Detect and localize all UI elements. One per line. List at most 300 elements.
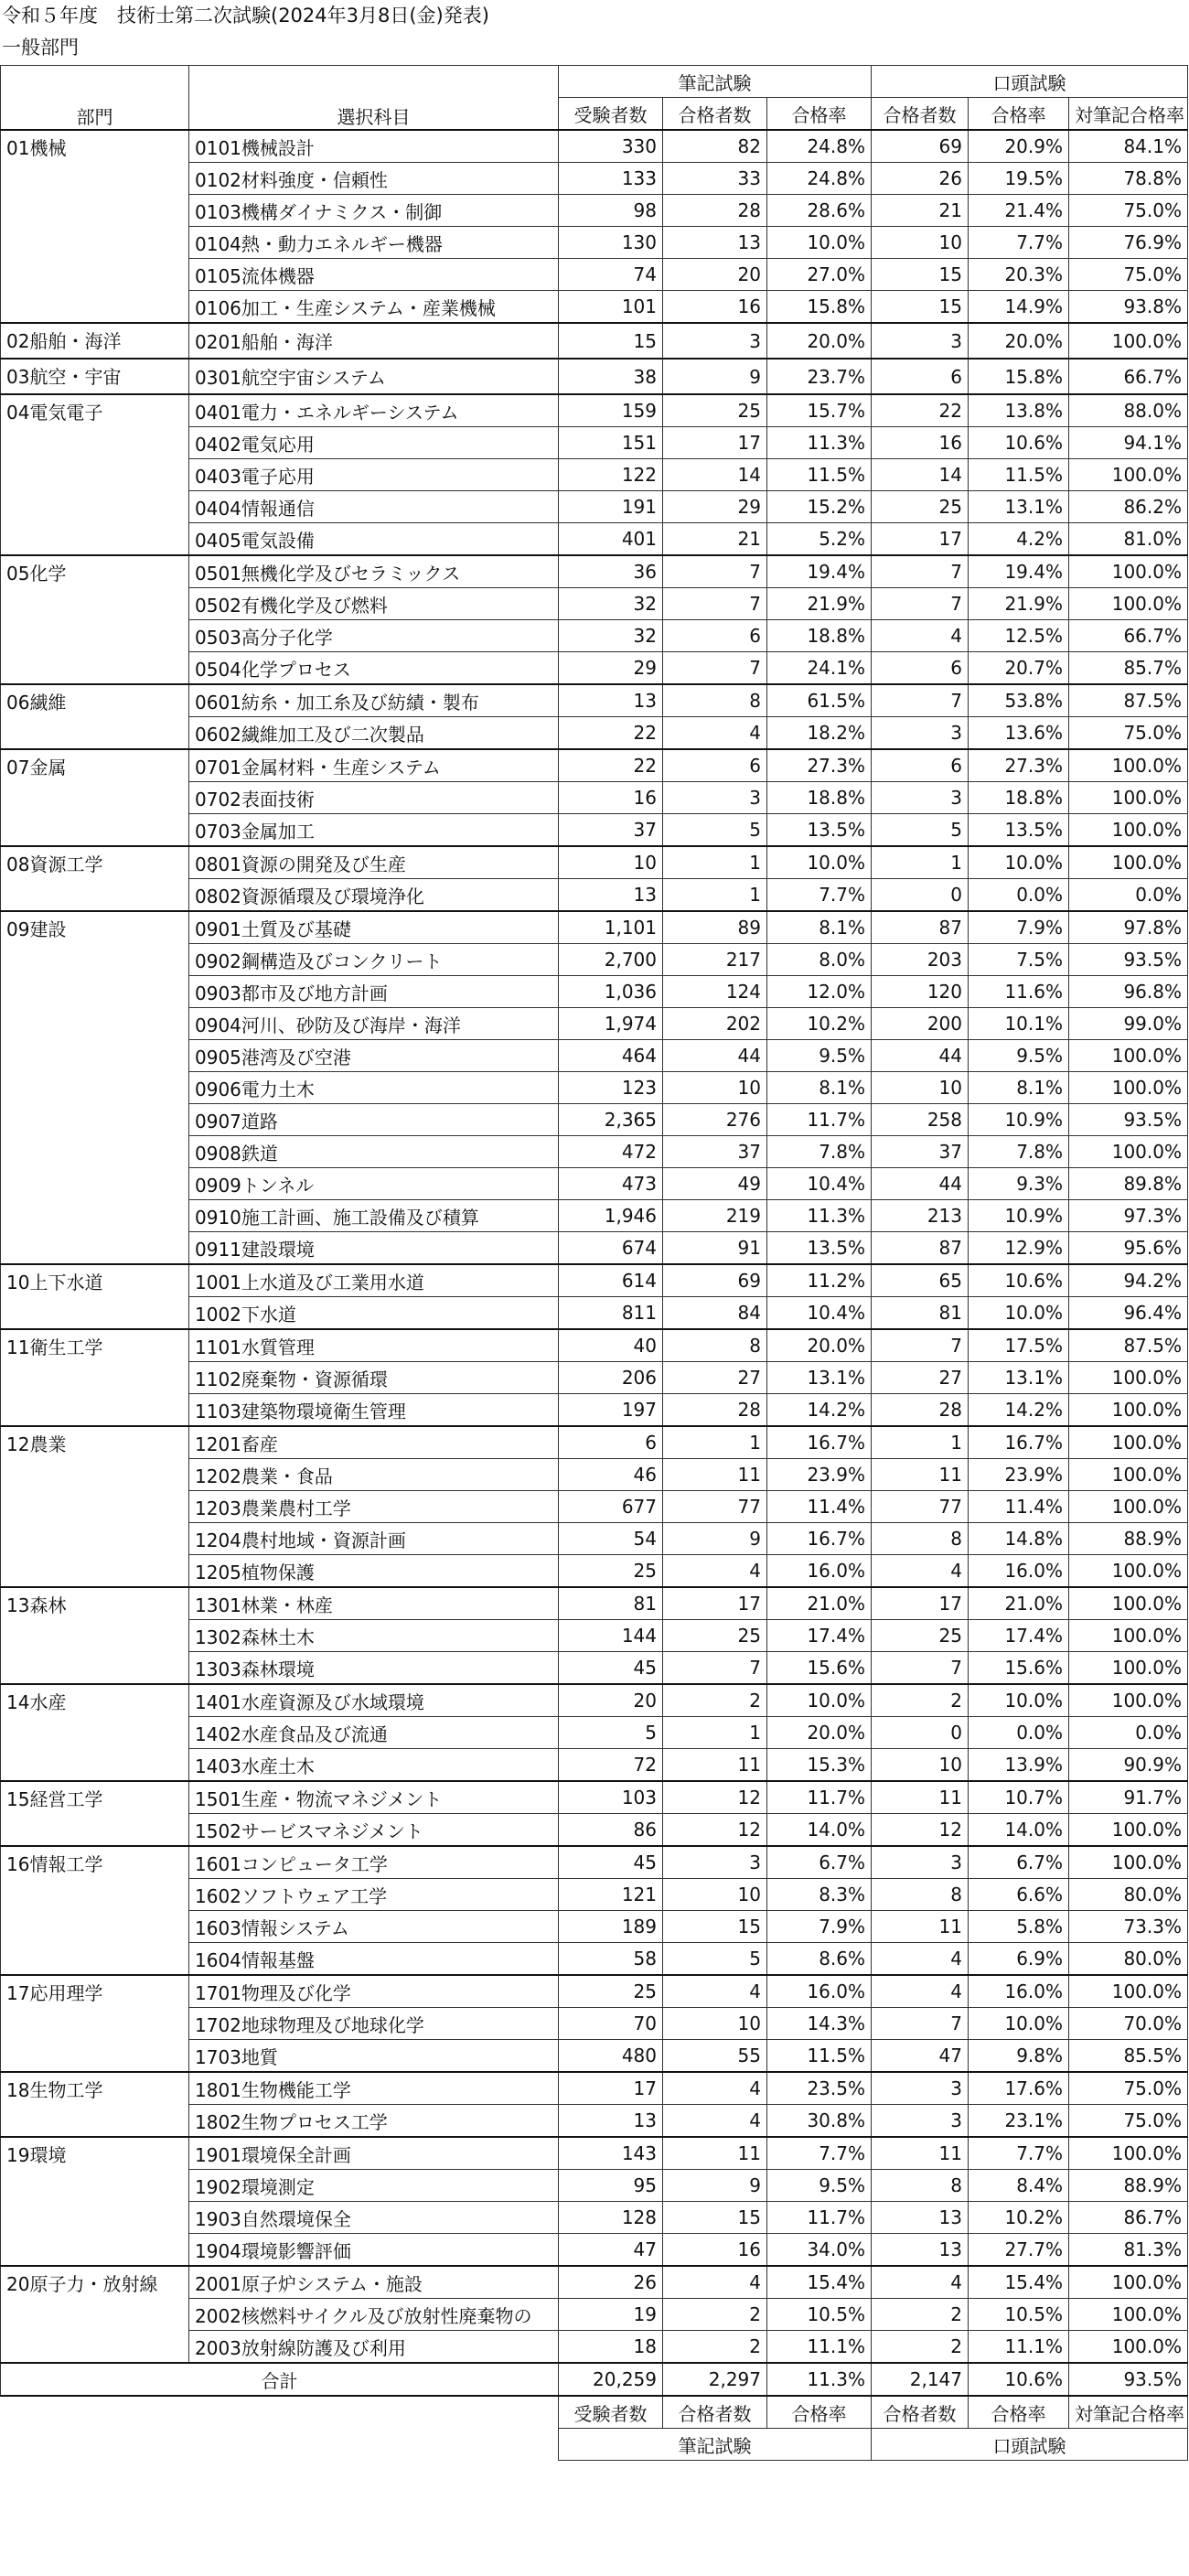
subject-cell: 0907道路 [189, 1104, 559, 1136]
examinees-cell: 159 [559, 394, 663, 427]
passed-written-cell: 33 [663, 163, 767, 195]
rate-written-cell: 28.6% [767, 195, 872, 227]
passed-oral-cell: 4 [872, 1975, 969, 2008]
passed-oral-cell: 11 [872, 1781, 969, 1814]
passed-oral-cell: 47 [872, 2040, 969, 2073]
rate-written-cell: 11.7% [767, 1104, 872, 1136]
rate-written-cell: 10.2% [767, 1008, 872, 1040]
rate-vs-written-cell: 88.9% [1069, 1523, 1188, 1555]
rate-written-cell: 18.8% [767, 620, 872, 652]
rate-vs-written-cell: 100.0% [1069, 1846, 1188, 1879]
subject-cell: 1502サービスマネジメント [189, 1814, 559, 1847]
examinees-cell: 151 [559, 427, 663, 459]
passed-oral-cell: 8 [872, 1879, 969, 1911]
rate-oral-cell: 16.0% [969, 1975, 1069, 2008]
rate-oral-cell: 9.3% [969, 1168, 1069, 1200]
passed-oral-cell: 7 [872, 1652, 969, 1685]
rate-written-cell: 14.0% [767, 1814, 872, 1847]
rate-vs-written-cell: 75.0% [1069, 195, 1188, 227]
passed-oral-cell: 3 [872, 1846, 969, 1879]
examinees-cell: 26 [559, 2266, 663, 2299]
rate-vs-written-cell: 86.7% [1069, 2202, 1188, 2234]
examinees-cell: 38 [559, 359, 663, 394]
rate-vs-written-cell: 66.7% [1069, 620, 1188, 652]
rate-vs-written-cell: 70.0% [1069, 2008, 1188, 2040]
examinees-cell: 133 [559, 163, 663, 195]
rate-written-cell: 15.4% [767, 2266, 872, 2299]
rate-written-cell: 8.0% [767, 944, 872, 976]
passed-written-cell: 7 [663, 555, 767, 588]
dept-cell: 08資源工学 [1, 846, 189, 911]
passed-oral-cell: 69 [872, 130, 969, 163]
subject-cell: 0403電子応用 [189, 459, 559, 491]
rate-oral-cell: 10.2% [969, 2202, 1069, 2234]
passed-written-cell: 49 [663, 1168, 767, 1200]
rate-oral-cell: 21.4% [969, 195, 1069, 227]
rate-vs-written-cell: 100.0% [1069, 555, 1188, 588]
subject-cell: 0601紡糸・加工糸及び紡績・製布 [189, 684, 559, 717]
subject-cell: 1001上水道及び工業用水道 [189, 1264, 559, 1297]
dept-cell: 03航空・宇宙 [1, 359, 189, 394]
passed-oral-cell: 28 [872, 1394, 969, 1427]
passed-written-cell: 9 [663, 1523, 767, 1555]
examinees-cell: 103 [559, 1781, 663, 1814]
examinees-cell: 74 [559, 259, 663, 291]
rate-oral-cell: 0.0% [969, 879, 1069, 912]
passed-written-cell: 25 [663, 394, 767, 427]
dept-cell: 20原子力・放射線 [1, 2266, 189, 2363]
passed-oral-cell: 11 [872, 1459, 969, 1491]
rate-vs-written-cell: 100.0% [1069, 1426, 1188, 1459]
passed-written-cell: 4 [663, 2072, 767, 2105]
rate-oral-cell: 10.0% [969, 2008, 1069, 2040]
subject-cell: 0906電力土木 [189, 1072, 559, 1104]
passed-oral-cell: 2 [872, 2299, 969, 2331]
rate-written-cell: 16.0% [767, 1975, 872, 2008]
passed-written-cell: 8 [663, 684, 767, 717]
rate-oral-cell: 10.9% [969, 1104, 1069, 1136]
rate-written-cell: 16.7% [767, 1523, 872, 1555]
header-dept: 部門 [1, 66, 189, 131]
examinees-cell: 32 [559, 588, 663, 620]
examinees-cell: 95 [559, 2170, 663, 2202]
examinees-cell: 16 [559, 782, 663, 814]
rate-vs-written-cell: 100.0% [1069, 2331, 1188, 2364]
examinees-cell: 197 [559, 1394, 663, 1427]
examinees-cell: 40 [559, 1329, 663, 1362]
subject-cell: 0909トンネル [189, 1168, 559, 1200]
rate-oral-cell: 11.6% [969, 976, 1069, 1008]
examinees-cell: 36 [559, 555, 663, 588]
table-row [1, 555, 1188, 588]
passed-oral-cell: 0 [872, 879, 969, 912]
footer-rate-vs-written: 対筆記合格率 [1069, 2396, 1188, 2429]
passed-written-cell: 20 [663, 259, 767, 291]
rate-vs-written-cell: 0.0% [1069, 879, 1188, 912]
passed-oral-cell: 8 [872, 2170, 969, 2202]
rate-written-cell: 11.7% [767, 1781, 872, 1814]
rate-oral-cell: 10.6% [969, 1264, 1069, 1297]
rate-oral-cell: 18.8% [969, 782, 1069, 814]
header-rate-vs-written: 対筆記合格率 [1069, 98, 1188, 131]
passed-written-cell: 202 [663, 1008, 767, 1040]
results-sheet [0, 65, 1188, 2461]
footer-examinees: 受験者数 [559, 2396, 663, 2429]
passed-written-cell: 7 [663, 652, 767, 685]
rate-oral-cell: 20.9% [969, 130, 1069, 163]
passed-written-cell: 3 [663, 323, 767, 359]
rate-oral-cell: 9.5% [969, 1040, 1069, 1072]
footer-rate-written: 合格率 [767, 2396, 872, 2429]
subject-cell: 2002核燃料サイクル及び放射性廃棄物の [189, 2299, 559, 2331]
examinees-cell: 189 [559, 1911, 663, 1943]
examinees-cell: 472 [559, 1136, 663, 1168]
rate-vs-written-cell: 100.0% [1069, 1975, 1188, 2008]
passed-written-cell: 3 [663, 782, 767, 814]
examinees-cell: 81 [559, 1587, 663, 1620]
rate-written-cell: 11.2% [767, 1264, 872, 1297]
rate-written-cell: 5.2% [767, 523, 872, 556]
rate-written-cell: 8.1% [767, 911, 872, 944]
examinees-cell: 17 [559, 2072, 663, 2105]
passed-oral-cell: 15 [872, 259, 969, 291]
subject-cell: 0908鉄道 [189, 1136, 559, 1168]
rate-written-cell: 8.1% [767, 1072, 872, 1104]
passed-oral-cell: 12 [872, 1814, 969, 1847]
rate-oral-cell: 14.8% [969, 1523, 1069, 1555]
passed-oral-cell: 22 [872, 394, 969, 427]
subject-cell: 1403水産土木 [189, 1749, 559, 1782]
rate-vs-written-cell: 100.0% [1069, 1394, 1188, 1427]
passed-written-cell: 10 [663, 2008, 767, 2040]
passed-oral-cell: 65 [872, 1264, 969, 1297]
rate-vs-written-cell: 80.0% [1069, 1879, 1188, 1911]
examinees-cell: 72 [559, 1749, 663, 1782]
rate-written-cell: 15.2% [767, 491, 872, 523]
rate-oral-cell: 19.4% [969, 555, 1069, 588]
rate-written-cell: 18.8% [767, 782, 872, 814]
rate-vs-written-cell: 75.0% [1069, 259, 1188, 291]
rate-oral-cell: 10.1% [969, 1008, 1069, 1040]
passed-written-cell: 17 [663, 1587, 767, 1620]
rate-written-cell: 10.0% [767, 1684, 872, 1717]
passed-oral-cell: 10 [872, 1072, 969, 1104]
passed-written-cell: 13 [663, 227, 767, 259]
passed-oral-cell: 44 [872, 1040, 969, 1072]
passed-oral-cell: 11 [872, 2137, 969, 2170]
rate-written-cell: 23.5% [767, 2072, 872, 2105]
passed-oral-cell: 120 [872, 976, 969, 1008]
examinees-cell: 45 [559, 1846, 663, 1879]
examinees-cell: 20 [559, 1684, 663, 1717]
passed-oral-cell: 11 [872, 1911, 969, 1943]
examinees-cell: 15 [559, 323, 663, 359]
rate-written-cell: 15.6% [767, 1652, 872, 1685]
rate-oral-cell: 17.4% [969, 1620, 1069, 1652]
examinees-cell: 58 [559, 1943, 663, 1976]
dept-cell: 12農業 [1, 1426, 189, 1587]
passed-oral-cell: 87 [872, 1232, 969, 1265]
subject-cell: 0801資源の開発及び生産 [189, 846, 559, 879]
rate-written-cell: 10.0% [767, 846, 872, 879]
passed-oral-cell: 8 [872, 1523, 969, 1555]
passed-written-cell: 1 [663, 1717, 767, 1749]
subject-cell: 0901土質及び基礎 [189, 911, 559, 944]
rate-vs-written-cell: 100.0% [1069, 588, 1188, 620]
passed-oral-cell: 3 [872, 782, 969, 814]
rate-written-cell: 23.9% [767, 1459, 872, 1491]
passed-written-cell: 2 [663, 2331, 767, 2364]
subject-cell: 1402水産食品及び流通 [189, 1717, 559, 1749]
rate-vs-written-cell: 75.0% [1069, 717, 1188, 750]
passed-written-cell: 6 [663, 749, 767, 782]
examinees-cell: 2,700 [559, 944, 663, 976]
subject-cell: 1201畜産 [189, 1426, 559, 1459]
rate-oral-cell: 10.6% [969, 427, 1069, 459]
total-row [1, 2363, 1188, 2396]
footer-passed-written: 合格者数 [663, 2396, 767, 2429]
subject-cell: 1401水産資源及び水域環境 [189, 1684, 559, 1717]
rate-vs-written-cell: 100.0% [1069, 1136, 1188, 1168]
examinees-cell: 86 [559, 1814, 663, 1847]
examinees-cell: 206 [559, 1362, 663, 1394]
rate-vs-written-cell: 78.8% [1069, 163, 1188, 195]
rate-vs-written-cell: 96.4% [1069, 1297, 1188, 1330]
passed-written-cell: 91 [663, 1232, 767, 1265]
subject-cell: 0905港湾及び空港 [189, 1040, 559, 1072]
total-examinees: 20,259 [559, 2363, 663, 2396]
rate-written-cell: 20.0% [767, 1329, 872, 1362]
rate-oral-cell: 7.7% [969, 2137, 1069, 2170]
dept-cell: 09建設 [1, 911, 189, 1264]
rate-written-cell: 7.8% [767, 1136, 872, 1168]
passed-written-cell: 44 [663, 1040, 767, 1072]
rate-vs-written-cell: 100.0% [1069, 1587, 1188, 1620]
passed-written-cell: 276 [663, 1104, 767, 1136]
examinees-cell: 6 [559, 1426, 663, 1459]
rate-oral-cell: 13.1% [969, 1362, 1069, 1394]
rate-written-cell: 11.7% [767, 2202, 872, 2234]
rate-vs-written-cell: 100.0% [1069, 323, 1188, 359]
subject-cell: 0802資源循環及び環境浄化 [189, 879, 559, 912]
passed-oral-cell: 4 [872, 1555, 969, 1588]
rate-written-cell: 18.2% [767, 717, 872, 750]
rate-vs-written-cell: 100.0% [1069, 1555, 1188, 1588]
passed-written-cell: 217 [663, 944, 767, 976]
rate-oral-cell: 4.2% [969, 523, 1069, 556]
header-subject: 選択科目 [189, 66, 559, 131]
rate-written-cell: 7.9% [767, 1911, 872, 1943]
passed-oral-cell: 37 [872, 1136, 969, 1168]
rate-vs-written-cell: 80.0% [1069, 1943, 1188, 1976]
passed-oral-cell: 258 [872, 1104, 969, 1136]
rate-vs-written-cell: 87.5% [1069, 684, 1188, 717]
subject-cell: 1702地球物理及び地球化学 [189, 2008, 559, 2040]
passed-oral-cell: 200 [872, 1008, 969, 1040]
rate-written-cell: 7.7% [767, 879, 872, 912]
footer-row-groups [1, 2429, 1188, 2461]
rate-oral-cell: 7.5% [969, 944, 1069, 976]
passed-oral-cell: 21 [872, 195, 969, 227]
dept-cell: 16情報工学 [1, 1846, 189, 1975]
rate-written-cell: 34.0% [767, 2234, 872, 2267]
rate-written-cell: 10.4% [767, 1168, 872, 1200]
passed-written-cell: 7 [663, 588, 767, 620]
passed-written-cell: 12 [663, 1814, 767, 1847]
passed-written-cell: 124 [663, 976, 767, 1008]
passed-oral-cell: 3 [872, 2072, 969, 2105]
passed-oral-cell: 26 [872, 163, 969, 195]
examinees-cell: 1,974 [559, 1008, 663, 1040]
header-passed-written: 合格者数 [663, 98, 767, 131]
subject-cell: 0701金属材料・生産システム [189, 749, 559, 782]
rate-vs-written-cell: 94.2% [1069, 1264, 1188, 1297]
examinees-cell: 464 [559, 1040, 663, 1072]
subject-cell: 0910施工計画、施工設備及び積算 [189, 1200, 559, 1232]
rate-oral-cell: 7.9% [969, 911, 1069, 944]
passed-written-cell: 4 [663, 1975, 767, 2008]
passed-oral-cell: 13 [872, 2234, 969, 2267]
passed-written-cell: 29 [663, 491, 767, 523]
footer-written-exam: 筆記試験 [559, 2429, 872, 2461]
table-body [1, 130, 1188, 2363]
table-row [1, 2072, 1188, 2105]
passed-written-cell: 14 [663, 459, 767, 491]
rate-vs-written-cell: 100.0% [1069, 749, 1188, 782]
rate-vs-written-cell: 85.7% [1069, 652, 1188, 685]
table-row [1, 394, 1188, 427]
subject-cell: 1801生物機能工学 [189, 2072, 559, 2105]
total-rate-oral: 10.6% [969, 2363, 1069, 2396]
rate-vs-written-cell: 100.0% [1069, 459, 1188, 491]
rate-vs-written-cell: 100.0% [1069, 1040, 1188, 1072]
subject-cell: 1204農村地域・資源計画 [189, 1523, 559, 1555]
passed-oral-cell: 10 [872, 1749, 969, 1782]
subject-cell: 0503高分子化学 [189, 620, 559, 652]
rate-vs-written-cell: 88.9% [1069, 2170, 1188, 2202]
passed-oral-cell: 7 [872, 684, 969, 717]
passed-oral-cell: 3 [872, 2105, 969, 2138]
table-row [1, 1587, 1188, 1620]
examinees-cell: 121 [559, 1879, 663, 1911]
passed-written-cell: 4 [663, 1555, 767, 1588]
subject-cell: 2003放射線防護及び利用 [189, 2331, 559, 2364]
subject-cell: 0102材料強度・信頼性 [189, 163, 559, 195]
examinees-cell: 22 [559, 749, 663, 782]
rate-vs-written-cell: 75.0% [1069, 2105, 1188, 2138]
examinees-cell: 54 [559, 1523, 663, 1555]
footer-oral-exam: 口頭試験 [872, 2429, 1188, 2461]
results-table [0, 65, 1188, 2461]
passed-written-cell: 89 [663, 911, 767, 944]
rate-oral-cell: 10.0% [969, 1297, 1069, 1330]
passed-written-cell: 69 [663, 1264, 767, 1297]
rate-vs-written-cell: 100.0% [1069, 1684, 1188, 1717]
rate-oral-cell: 11.5% [969, 459, 1069, 491]
rate-written-cell: 9.5% [767, 2170, 872, 2202]
passed-oral-cell: 4 [872, 2266, 969, 2299]
examinees-cell: 32 [559, 620, 663, 652]
examinees-cell: 2,365 [559, 1104, 663, 1136]
rate-vs-written-cell: 100.0% [1069, 1072, 1188, 1104]
rate-vs-written-cell: 97.3% [1069, 1200, 1188, 1232]
rate-oral-cell: 11.1% [969, 2331, 1069, 2364]
rate-written-cell: 20.0% [767, 1717, 872, 1749]
examinees-cell: 473 [559, 1168, 663, 1200]
subject-cell: 0501無機化学及びセラミックス [189, 555, 559, 588]
rate-oral-cell: 21.0% [969, 1587, 1069, 1620]
examinees-cell: 122 [559, 459, 663, 491]
passed-oral-cell: 1 [872, 1426, 969, 1459]
passed-oral-cell: 2 [872, 1684, 969, 1717]
rate-oral-cell: 21.9% [969, 588, 1069, 620]
passed-written-cell: 219 [663, 1200, 767, 1232]
rate-written-cell: 11.1% [767, 2331, 872, 2364]
rate-vs-written-cell: 100.0% [1069, 1620, 1188, 1652]
examinees-cell: 130 [559, 227, 663, 259]
rate-written-cell: 24.8% [767, 163, 872, 195]
rate-vs-written-cell: 97.8% [1069, 911, 1188, 944]
subject-cell: 0602繊維加工及び二次製品 [189, 717, 559, 750]
rate-oral-cell: 0.0% [969, 1717, 1069, 1749]
examinees-cell: 143 [559, 2137, 663, 2170]
passed-oral-cell: 6 [872, 652, 969, 685]
subject-cell: 0401電力・エネルギーシステム [189, 394, 559, 427]
rate-written-cell: 20.0% [767, 323, 872, 359]
passed-oral-cell: 4 [872, 620, 969, 652]
passed-written-cell: 8 [663, 1329, 767, 1362]
passed-oral-cell: 213 [872, 1200, 969, 1232]
rate-oral-cell: 10.9% [969, 1200, 1069, 1232]
passed-written-cell: 10 [663, 1072, 767, 1104]
examinees-cell: 13 [559, 684, 663, 717]
examinees-cell: 45 [559, 1652, 663, 1685]
passed-written-cell: 4 [663, 717, 767, 750]
rate-vs-written-cell: 100.0% [1069, 1459, 1188, 1491]
passed-oral-cell: 25 [872, 491, 969, 523]
rate-written-cell: 10.5% [767, 2299, 872, 2331]
rate-vs-written-cell: 100.0% [1069, 1652, 1188, 1685]
subject-cell: 1101水質管理 [189, 1329, 559, 1362]
passed-written-cell: 84 [663, 1297, 767, 1330]
dept-cell: 07金属 [1, 749, 189, 846]
examinees-cell: 98 [559, 195, 663, 227]
passed-oral-cell: 17 [872, 1587, 969, 1620]
rate-vs-written-cell: 75.0% [1069, 2072, 1188, 2105]
rate-oral-cell: 6.6% [969, 1879, 1069, 1911]
examinees-cell: 144 [559, 1620, 663, 1652]
rate-oral-cell: 10.0% [969, 846, 1069, 879]
examinees-cell: 1,036 [559, 976, 663, 1008]
rate-oral-cell: 16.7% [969, 1426, 1069, 1459]
rate-oral-cell: 8.1% [969, 1072, 1069, 1104]
table-row [1, 130, 1188, 163]
subject-cell: 0903都市及び地方計画 [189, 976, 559, 1008]
rate-oral-cell: 20.3% [969, 259, 1069, 291]
rate-vs-written-cell: 100.0% [1069, 846, 1188, 879]
subject-cell: 0301航空宇宙システム [189, 359, 559, 394]
subject-cell: 0405電気設備 [189, 523, 559, 556]
rate-vs-written-cell: 87.5% [1069, 1329, 1188, 1362]
examinees-cell: 5 [559, 1717, 663, 1749]
footer-row-cols [1, 2396, 1188, 2429]
subject-cell: 1301林業・林産 [189, 1587, 559, 1620]
dept-cell: 13森林 [1, 1587, 189, 1684]
passed-oral-cell: 44 [872, 1168, 969, 1200]
rate-vs-written-cell: 76.9% [1069, 227, 1188, 259]
rate-vs-written-cell: 85.5% [1069, 2040, 1188, 2073]
subject-cell: 1202農業・食品 [189, 1459, 559, 1491]
